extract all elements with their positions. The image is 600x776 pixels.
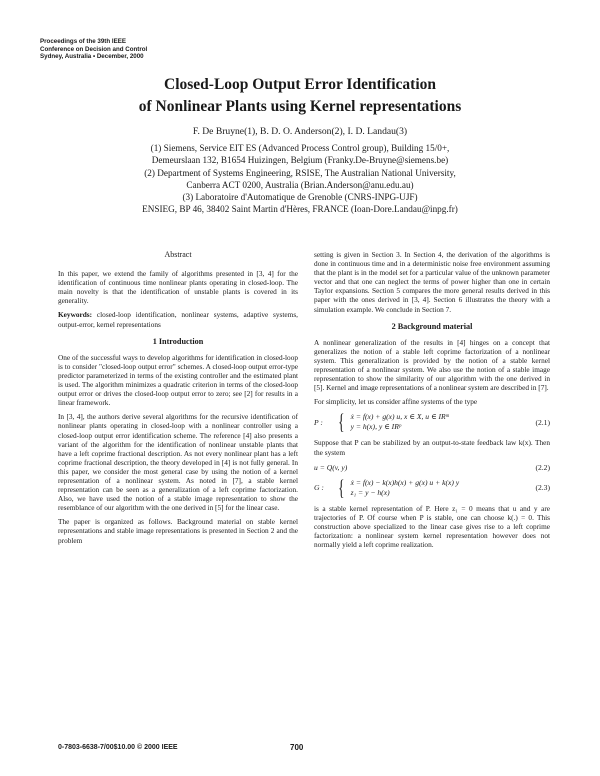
intro-paragraph-2: In [3, 4], the authors derive several algorithms for the recursive identification of nonlinear plants operating in closed-loop with a nonlinear controller using a closed-loop output error identification scheme. The reference [4] also presents a variant of the algorithm for the identification of nonlinear unstable plants that have a left coprime fractional description. As not every nonlinear plant has a left coprime fractional description, the theory developed in [4] is not fully general. In this paper, we consider the most general case by using the notion of a kernel representation of a nonlinear system. As noted in [7], a stable kernel representation can be seen as a generalization of a left coprime factorization. Also, we have used the notion of a stable image representation to show the resemblance of our algorithm with the one derived in [5] for the linear case. <box>58 412 298 513</box>
background-paragraph-4: is a stable kernel representation of P. Here z₁ = 0 means that u and y are trajectories of P. Of course when P is stable, one can choose k(.) = 0. This construction above specialized to the linear case gives rise to a left coprime factorization: a nonlinear system kernel representation however does not normally yield a left coprime realization. <box>314 503 550 550</box>
affiliations <box>0 142 600 216</box>
equation-2-2 <box>314 463 550 472</box>
equation-rows <box>351 412 526 432</box>
footer-isbn: 0-7803-6638-7/00$10.00 © 2000 IEEE <box>58 744 178 751</box>
title-line-1: Closed-Loop Output Error Identification <box>164 76 436 93</box>
section-heading-background: 2 Background material <box>391 321 473 331</box>
affiliation-line: (2) Department of Systems Engineering, RSISE, The Australian National University, <box>144 167 456 178</box>
authors: F. De Bruyne(1), B. D. O. Anderson(2), I. D. Landau(3) <box>192 126 408 137</box>
intro-paragraph-3: The paper is organized as follows. Background material on stable kernel representations and stable image representations is presented in Section 2 and the problem <box>58 517 298 545</box>
equation-number: (2.1) <box>535 417 550 427</box>
affiliation-line: ENSIEG, BP 46, 38402 Saint Martin d'Hères, FRANCE (Ioan-Dore.Landau@inpg.fr) <box>142 204 458 215</box>
equation-rows <box>351 478 526 498</box>
equation-row: y = h(x), y ∈ IRᵖ <box>350 422 401 432</box>
intro-paragraph-1: One of the successful ways to develop algorithms for identification in closed-loop is to consider "closed-loop output error" schemes. A closed-loop output error-type predictor parameterized in terms of the existing controller and the estimated plant is used. The algorithm minimizes a quadratic criterion in terms of the closed-loop output error or drives the closed-loop output error to zero; see [2] for results in a linear framework. <box>58 352 298 408</box>
equation-body: u = Q(v, y) <box>314 462 348 472</box>
proceedings-line-2: Conference on Decision and Control <box>40 45 148 53</box>
left-column <box>58 250 298 550</box>
affiliation-line: Canberra ACT 0200, Australia (Brian.Anderson@anu.edu.au) <box>186 179 414 190</box>
affiliation-line: Demeurslaan 132, B1654 Huizingen, Belgium (Franky.De-Bruyne@siemens.be) <box>151 155 449 166</box>
equation-2-1 <box>314 409 550 435</box>
background-paragraph-3: Suppose that P can be stabilized by an output-to-state feedback law k(x). Then the system <box>314 438 550 457</box>
equation-row: z₁ = y − h(x) <box>350 487 390 497</box>
keywords-text: closed-loop identification, nonlinear systems, adaptive systems, output-error, kernel representations <box>58 310 298 329</box>
equation-row: ẋ = f(x) − k(x)h(x) + g(x) u + k(x) y <box>350 477 460 487</box>
abstract-heading: Abstract <box>164 250 192 259</box>
title-line-2: of Nonlinear Plants using Kernel representations <box>138 98 462 115</box>
equation-lhs: P : <box>314 417 323 427</box>
keywords <box>58 310 298 328</box>
right-paragraph-0: setting is given in Section 3. In Section 4, the derivation of the algorithms is done in continuous time and in a deterministic noise free environment assuming that the plant is in the model set for a particular value of the unknown parameter vector and that one can neglect the terms of power higher than one in certain Taylor expansions. Section 5 compares the more general results derived in this paper with the ones derived in [3, 4]. Section 6 illustrates the theory with a simulation example. We conclude in Section 7. <box>314 250 550 314</box>
equation-number: (2.3) <box>535 483 550 493</box>
brace-symbol: { <box>338 409 345 435</box>
right-column <box>314 250 550 554</box>
brace-symbol: { <box>338 474 345 500</box>
equation-lhs: G : <box>314 483 324 493</box>
equation-row: ẋ = f(x) + g(x) u, x ∈ X, u ∈ IRᵐ <box>350 412 449 422</box>
abstract-text: In this paper, we extend the family of algorithms presented in [3, 4] for the identification of continuous time nonlinear plants operating in closed-loop. The main novelty is that the identification of unstable plants is covered in its generality. <box>58 269 298 306</box>
proceedings-info <box>40 38 147 61</box>
equation-number: (2.2) <box>535 462 550 472</box>
background-paragraph-1: A nonlinear generalization of the results in [4] hinges on a concept that generalizes the notion of a stable left coprime factorization of a nonlinear system. This generalization is provided by the notion of a stable kernel representation of a nonlinear system. We also use the notion of a stable image representation to show the similarity of our algorithm with the one derived in [5]. Kernel and image representations of a nonlinear system are described in [7]. <box>314 337 550 393</box>
proceedings-line-3: Sydney, Australia • December, 2000 <box>40 53 144 61</box>
page-number: 700 <box>290 743 304 752</box>
affiliation-line: (1) Siemens, Service EIT ES (Advanced Process Control group), Building 15/0+, <box>150 143 450 153</box>
keywords-label: Keywords: <box>58 310 93 320</box>
equation-2-3 <box>314 474 550 500</box>
section-heading-introduction: 1 Introduction <box>152 336 204 346</box>
background-paragraph-2: For simplicity, let us consider affine systems of the type <box>314 397 478 407</box>
proceedings-line-1: Proceedings of the 39th IEEE <box>40 38 126 45</box>
affiliation-line: (3) Laboratoire d'Automatique de Grenoble (CNRS-INPG-UJF) <box>182 192 418 203</box>
paper-title <box>0 74 600 118</box>
